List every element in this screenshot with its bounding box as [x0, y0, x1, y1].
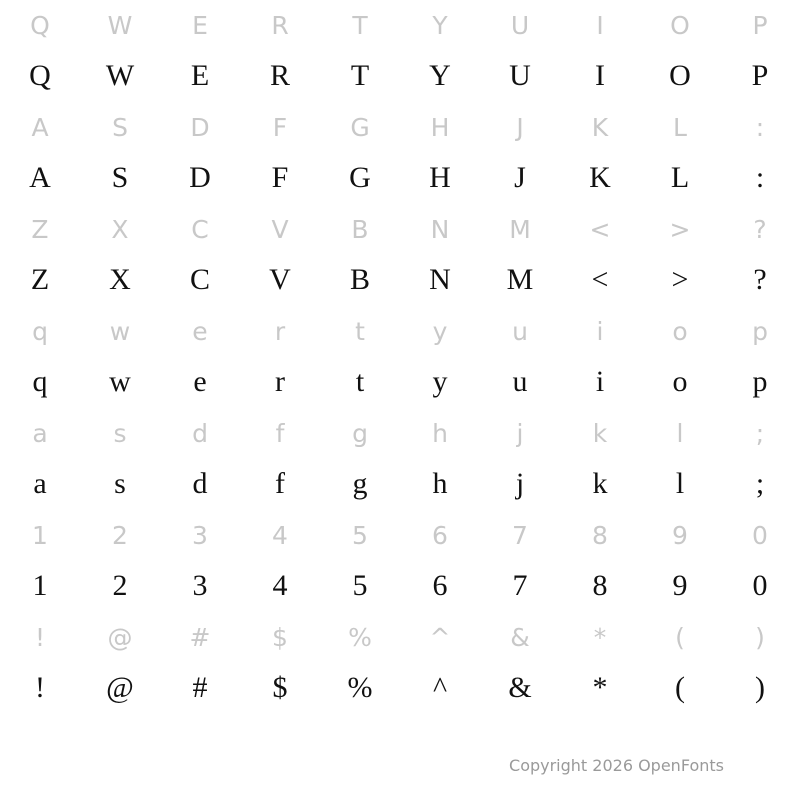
key-label-cell: V [271, 214, 289, 244]
glyph-sample-cell: h [432, 467, 448, 500]
glyph-sample-cell: * [592, 671, 608, 704]
glyph-sample-cell: k [592, 467, 608, 500]
glyph-sample-cell: ) [755, 671, 765, 704]
key-label-cell: 0 [752, 520, 768, 550]
glyph-sample-cell: T [350, 59, 370, 92]
glyph-sample-cell: @ [106, 671, 134, 704]
glyph-sample-cell: ^ [432, 671, 448, 704]
glyph-sample-cell: 8 [592, 569, 608, 602]
glyph-sample-cell: # [192, 671, 208, 704]
key-label-cell: M [509, 214, 531, 244]
key-label-cell: K [591, 112, 609, 142]
key-label-cell: a [32, 418, 48, 448]
key-label-cell: Z [31, 214, 49, 244]
key-label-cell: : [755, 112, 765, 142]
glyph-sample-cell: q [32, 365, 48, 398]
key-label-cell: S [112, 112, 128, 142]
glyph-sample-cell: 9 [672, 569, 688, 602]
key-label-cell: q [32, 316, 48, 346]
key-label-cell: B [351, 214, 369, 244]
glyph-sample-cell: & [508, 671, 532, 704]
key-label-cell: R [271, 10, 289, 40]
glyph-sample-cell: G [349, 161, 371, 194]
glyph-sample-cell: s [114, 467, 126, 500]
key-label-cell: 1 [32, 520, 48, 550]
glyph-sample-cell: Z [30, 263, 50, 296]
glyph-sample-cell: : [755, 161, 765, 194]
glyph-sample-cell: S [111, 161, 129, 194]
glyph-sample-cell: ( [675, 671, 685, 704]
glyph-sample-cell: o [672, 365, 688, 398]
key-label-cell: l [676, 418, 684, 448]
glyph-sample-cell: a [33, 467, 47, 500]
key-label-cell: 6 [432, 520, 448, 550]
key-label-cell: 9 [672, 520, 688, 550]
glyph-sample-cell: 2 [112, 569, 128, 602]
key-label-cell: Y [432, 10, 448, 40]
glyph-sample-cell: I [595, 59, 605, 92]
glyph-sample-cell: g [352, 467, 368, 500]
key-label-cell: 7 [512, 520, 528, 550]
glyph-sample-cell: p [752, 365, 768, 398]
glyph-sample-cell: 4 [272, 569, 288, 602]
glyph-sample-cell: 7 [512, 569, 528, 602]
key-label-cell: C [191, 214, 209, 244]
glyph-sample-cell: 3 [192, 569, 208, 602]
glyph-sample-cell: E [190, 59, 210, 92]
key-label-cell: 4 [272, 520, 288, 550]
glyph-sample-cell: R [269, 59, 290, 92]
key-label-cell: ? [753, 214, 767, 244]
key-label-cell: ( [675, 622, 685, 652]
key-label-cell: J [516, 112, 524, 142]
key-label-cell: h [432, 418, 448, 448]
glyph-sample-cell: ? [753, 263, 767, 296]
glyph-sample-cell: f [275, 467, 285, 500]
key-label-cell: f [275, 418, 285, 448]
key-label-cell: I [596, 10, 604, 40]
key-label-cell: 3 [192, 520, 208, 550]
glyph-sample-cell: 5 [352, 569, 368, 602]
glyph-sample-cell: Y [429, 59, 451, 92]
key-label-cell: % [348, 622, 372, 652]
key-label-cell: i [596, 316, 604, 346]
key-label-cell: p [752, 316, 768, 346]
glyph-sample-cell: % [347, 671, 373, 704]
key-label-cell: N [430, 214, 450, 244]
glyph-sample-cell: < [591, 263, 609, 296]
glyph-sample-cell: J [514, 161, 526, 194]
key-label-cell: F [272, 112, 288, 142]
glyph-sample-cell: j [515, 467, 525, 500]
key-label-cell: j [516, 418, 524, 448]
key-label-cell: & [510, 622, 530, 652]
key-label-cell: w [109, 316, 131, 346]
key-label-cell: d [192, 418, 208, 448]
key-label-cell: < [589, 214, 611, 244]
key-label-cell: ; [755, 418, 765, 448]
glyph-sample-cell: D [189, 161, 211, 194]
glyph-sample-cell: d [192, 467, 208, 500]
glyph-sample-cell: w [109, 365, 131, 398]
glyph-sample-cell: C [189, 263, 210, 296]
key-label-cell: # [189, 622, 211, 652]
key-label-cell: O [670, 10, 690, 40]
key-label-cell: W [107, 10, 133, 40]
glyph-sample-cell: N [429, 263, 451, 296]
key-label-cell: ) [755, 622, 765, 652]
glyph-sample-cell: B [349, 263, 370, 296]
key-label-cell: E [192, 10, 208, 40]
copyright-notice: Copyright 2026 OpenFonts [509, 756, 724, 775]
glyph-sample-cell: $ [272, 671, 288, 704]
key-label-cell: 8 [592, 520, 608, 550]
key-label-cell: o [672, 316, 688, 346]
glyph-sample-cell: L [670, 161, 690, 194]
glyph-sample-cell: y [432, 365, 448, 398]
key-label-cell: * [593, 622, 607, 652]
glyph-sample-cell: 1 [32, 569, 48, 602]
key-label-cell: s [113, 418, 127, 448]
glyph-sample-cell: t [355, 365, 365, 398]
glyph-sample-cell: O [669, 59, 691, 92]
key-label-cell: ! [34, 622, 46, 652]
key-label-cell: g [352, 418, 368, 448]
glyph-sample-cell: e [193, 365, 207, 398]
glyph-sample-cell: l [675, 467, 685, 500]
key-label-cell: 2 [112, 520, 128, 550]
glyph-sample-cell: ; [755, 467, 765, 500]
key-label-cell: y [432, 316, 448, 346]
key-label-cell: T [352, 10, 368, 40]
glyph-sample-cell: W [105, 59, 135, 92]
key-label-cell: t [355, 316, 365, 346]
key-label-cell: r [274, 316, 286, 346]
glyph-sample-cell: U [509, 59, 531, 92]
key-label-cell: Q [30, 10, 50, 40]
glyph-sample-cell: V [269, 263, 291, 296]
glyph-sample-cell: M [506, 263, 534, 296]
glyph-sample-cell: X [109, 263, 131, 296]
glyph-sample-cell: i [595, 365, 605, 398]
key-label-cell: > [669, 214, 691, 244]
key-label-cell: D [190, 112, 210, 142]
key-label-cell: X [111, 214, 129, 244]
glyph-sample-cell: r [275, 365, 285, 398]
glyph-sample-cell: H [429, 161, 451, 194]
key-label-cell: e [192, 316, 208, 346]
key-label-cell: G [350, 112, 370, 142]
glyph-sample-cell: Q [29, 59, 51, 92]
glyph-sample-cell: > [671, 263, 689, 296]
glyph-sample-cell: F [271, 161, 289, 194]
key-label-cell: k [592, 418, 608, 448]
glyph-sample-cell: P [751, 59, 769, 92]
key-label-cell: u [512, 316, 528, 346]
glyph-sample-cell: K [589, 161, 611, 194]
glyph-sample-cell: 6 [432, 569, 448, 602]
glyph-sample-cell: A [29, 161, 51, 194]
key-label-cell: U [510, 10, 530, 40]
glyph-sample-cell: ! [35, 671, 45, 704]
key-label-cell: L [673, 112, 687, 142]
key-label-cell: ^ [429, 622, 451, 652]
key-label-cell: P [752, 10, 768, 40]
key-label-cell: @ [107, 622, 133, 652]
key-label-cell: H [430, 112, 450, 142]
glyph-sample-cell: 0 [752, 569, 768, 602]
glyph-sample-cell: u [512, 365, 528, 398]
key-label-cell: $ [272, 622, 288, 652]
key-label-cell: 5 [352, 520, 368, 550]
key-label-cell: A [31, 112, 49, 142]
